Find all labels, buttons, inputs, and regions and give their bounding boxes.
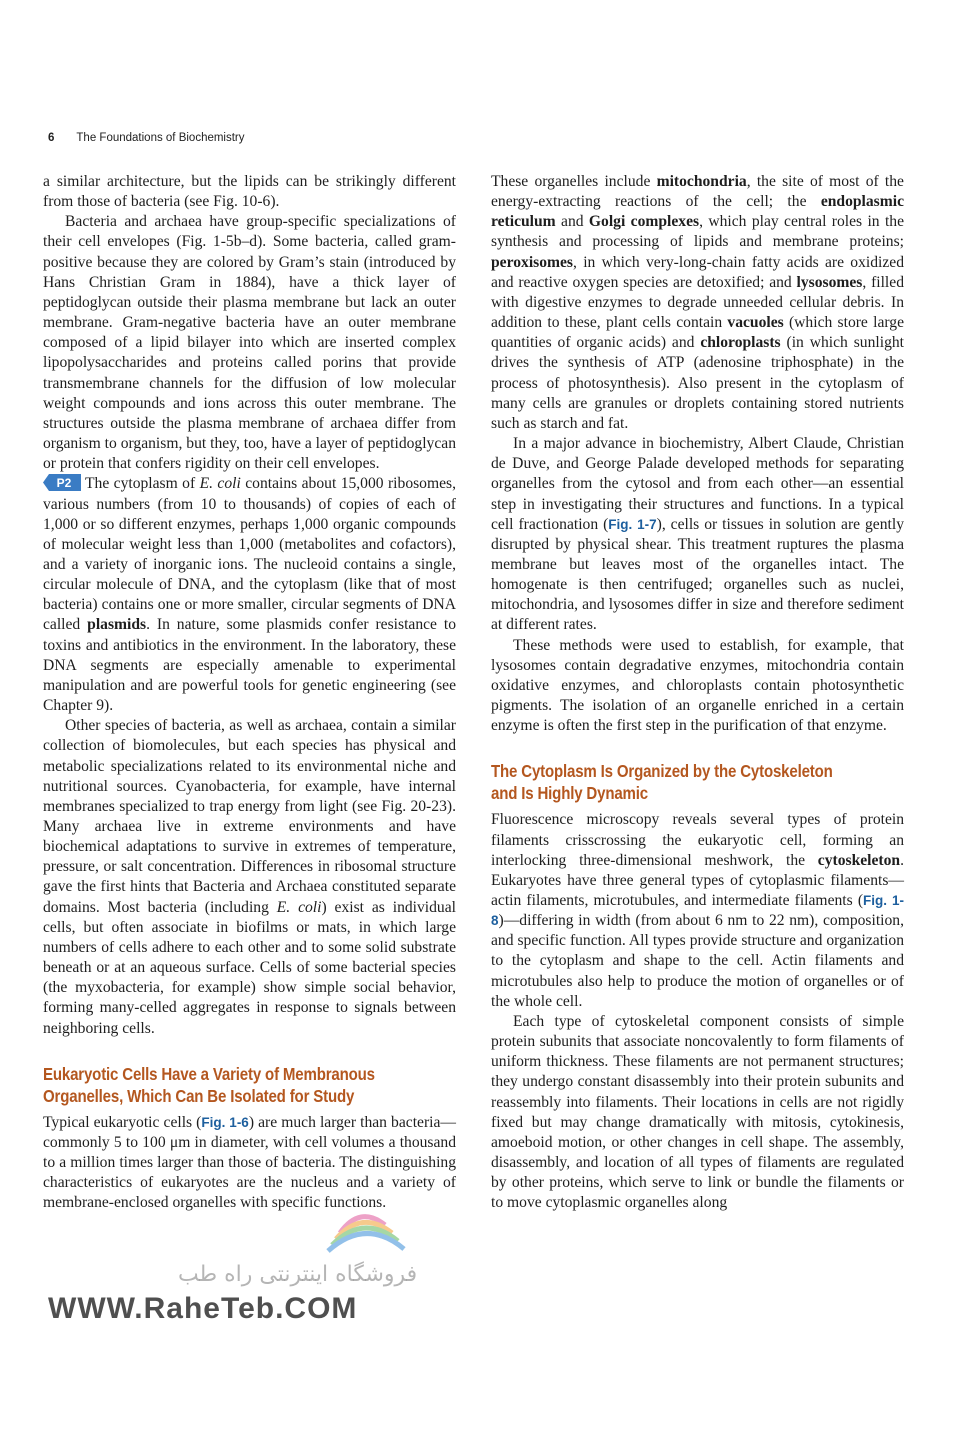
watermark-url-text: WWW.RaheTeb.COM bbox=[48, 1292, 358, 1325]
text-run: and bbox=[555, 213, 589, 231]
text-run: , in which very-long-chain fatty acids are oxidized and reactive oxygen species are detoxified; and bbox=[491, 253, 904, 291]
text-run: )—differing in width (from about 6 nm to 22 nm), composition, and specific function. All types provide structure and organization to the cytoplasm and shape to the cell. Actin filaments and microtubules also help to produce the motion of organelles or of the whole cell. bbox=[491, 912, 904, 1010]
key-term: mitochondria bbox=[656, 173, 747, 190]
key-term: Golgi complexes bbox=[588, 213, 700, 231]
heading-line: Eukaryotic Cells Have a Variety of Membranous bbox=[43, 1063, 375, 1084]
p2-badge-label: P2 bbox=[56, 476, 72, 491]
text-run: . In nature, some plasmids confer resistance to toxins and antibiotics in the environment. In the laboratory, these DNA segments are especially amenable to experimental manipulation and are powerful tools for genetic engineering (see Chapter 9). bbox=[43, 616, 457, 715]
text-run: ) are much larger than bacteria—commonly 5 to 100 μm in diameter, with cell volumes a thousand to a million times larger than those of bacteria. The distinguishing characteristics of eukaryotes are the nucleus and a variety of membrane-enclosed organelles with specific functions. bbox=[43, 1113, 456, 1212]
heading-line: The Cytoplasm Is Organized by the Cytoskeleton bbox=[491, 761, 833, 782]
figure-link[interactable]: Fig. 1-6 bbox=[201, 1114, 249, 1130]
left-column bbox=[43, 172, 456, 1214]
key-term: endoplasmic reticulum bbox=[491, 193, 904, 231]
text-run: ), cells or tissues in solution are gently disrupted by physical shear. This treatment ruptures the plasma membrane but leaves most of the organelles intact. The homogenate is then centrifuged; organelles such as nuclei, mitochondria, and lysosomes differ in size and therefore sediment at different rates. bbox=[491, 515, 904, 634]
book-title: The Foundations of Biochemistry bbox=[76, 132, 245, 144]
text-run: The cytoplasm of bbox=[85, 475, 200, 493]
text-run: Typical eukaryotic cells ( bbox=[43, 1113, 202, 1131]
section-heading bbox=[491, 760, 895, 804]
species-name: E. coli bbox=[199, 475, 241, 493]
figure-link[interactable]: Fig. 1-8 bbox=[491, 893, 904, 929]
text-run: , which play central roles in the synthesis and processing of lipids and membrane proteins; bbox=[491, 213, 904, 251]
heading-line: Organelles, Which Can Be Isolated for Study bbox=[43, 1085, 355, 1106]
species-name: E. coli bbox=[276, 898, 322, 916]
right-column bbox=[491, 172, 904, 1214]
paragraph: These methods were used to establish, for example, that lysosomes contain degradative enzymes, mitochondria contain oxidative enzymes, and chloroplasts contain photosynthetic pigments. The isolation of an organelle enriched in a certain enzyme is often the first step in the purification of that enzyme. bbox=[491, 636, 904, 735]
key-term: plasmids bbox=[87, 616, 147, 634]
key-term: chloroplasts bbox=[700, 334, 781, 352]
text-run: (in which sunlight drives the synthesis of ATP (adenosine triphosphate) in the process of photosynthesis). Also present in the cytoplasm of many cells are granules or droplets containing stored nutrients such as starch and fat. bbox=[491, 334, 904, 432]
text-run: contains about 15,000 ribosomes, various numbers (from 10 to thousands) of copies of each of 1,000 or so different enzymes, perhaps 1,000 organic compounds of molecular weight less than 1,000 (metabolites and cofactors), and a variety of inorganic ions. The nucleoid contains a single, circular molecule of DNA, and the cytoplasm (like that of most bacteria) contains one or more smaller, circular segments of DNA called bbox=[43, 475, 456, 634]
paragraph bbox=[491, 172, 904, 434]
text-run: (which store large quantities of organic acids) and bbox=[491, 314, 904, 352]
running-head bbox=[48, 132, 245, 144]
text-run: These organelles include bbox=[491, 173, 657, 190]
key-term: vacuoles bbox=[727, 314, 784, 332]
paragraph bbox=[43, 474, 456, 716]
watermark-persian-text: فروشگاه اینترنتی راه طب bbox=[178, 1262, 418, 1287]
section-heading bbox=[43, 1063, 447, 1107]
paragraph bbox=[43, 1113, 456, 1214]
text-run: Fluorescence microscopy reveals several types of protein filaments crisscrossing the eukaryotic cell, forming an interlocking three-dimensional meshwork, the bbox=[491, 811, 904, 869]
key-term: cytoskeleton bbox=[817, 851, 901, 869]
figure-link[interactable]: Fig. 1-7 bbox=[608, 516, 657, 532]
paragraph bbox=[43, 716, 456, 1039]
text-run: , the site of most of the energy-extracting reactions of the cell; the bbox=[491, 173, 904, 211]
p2-badge-icon bbox=[43, 474, 81, 491]
text-run: ) exist as individual cells, but often associate in biofilms or mats, in which large numbers of cells adhere to each other and to some solid substrate beneath or at an aqueous surface. Cells of some bacterial species (the myxobacteria, for example) show simple social behavior, forming many-celled aggregates in response to signals between neighboring cells. bbox=[43, 898, 456, 1037]
text-run: , filled with digestive enzymes to degrade unneeded cellular debris. In addition to these, plant cells contain bbox=[491, 273, 904, 332]
paragraph bbox=[491, 434, 904, 636]
paragraph bbox=[491, 810, 904, 1012]
key-term: peroxisomes bbox=[491, 253, 574, 271]
text-run: . Eukaryotes have three general types of cytoplasmic filaments—actin filaments, microtubules, and intermediate filaments ( bbox=[491, 851, 904, 909]
paragraph: Bacteria and archaea have group-specific specializations of their cell envelopes (Fig. 1-5b–d). Some bacteria, called gram-positive because they are colored by Gram’s stain (introduced by Hans Christian Gram in 1884), have a thick layer of peptidoglycan outside their plasma membrane but lack an outer membrane. Gram-negative bacteria have an outer membrane composed of a lipid bilayer into which are inserted complex lipopolysaccharides and proteins called porins that provide transmembrane channels for the diffusion of low molecular weight compounds and ions across this outer membrane. The structures outside the plasma membrane of archaea differ from organism to organism, but they, too, have a layer of peptidoglycan or protein that confers rigidity on their cell envelopes. bbox=[43, 213, 456, 473]
page-number: 6 bbox=[48, 132, 55, 144]
text-run: In a major advance in biochemistry, Albert Claude, Christian de Duve, and George Palade developed methods for separating organelles from the cytosol and from each other—an essential step in investigating their structures and functions. In a typical cell fractionation ( bbox=[491, 435, 904, 533]
text-run: Other species of bacteria, as well as archaea, contain a similar collection of biomolecules, but each species has physical and metabolic specializations related to its environmental niche and nutritional sources. Cyanobacteria, for example, have internal membranes specialized to trap energy from light (see Fig. 20-23). Many archaea live in extreme environments and have biochemical adaptations to survive in extremes of temperature, pressure, or salt concentration. Differences in ribosomal structure gave the first hints that Bacteria and Archaea constituted separate domains. Most bacteria (including bbox=[43, 717, 456, 916]
key-term: lysosomes bbox=[796, 273, 863, 291]
paragraph: Each type of cytoskeletal component consists of simple protein subunits that associate noncovalently to form filaments of uniform thickness. These filaments are not permanent structures; they undergo constant disassembly into their protein subunits and reassembly into filaments. Their locations in cells are not rigidly fixed but may change dramatically with mitosis, cytokinesis, amoeboid motion, or other changes in cell shape. The assembly, disassembly, and location of all types of filaments are regulated by other proteins, which serve to link or bundle the filaments or to move cytoplasmic organelles along bbox=[491, 1012, 904, 1212]
heading-line: and Is Highly Dynamic bbox=[491, 783, 648, 804]
paragraph: a similar architecture, but the lipids can be strikingly different from those of bacteria (see Fig. 10-6). bbox=[43, 173, 456, 211]
